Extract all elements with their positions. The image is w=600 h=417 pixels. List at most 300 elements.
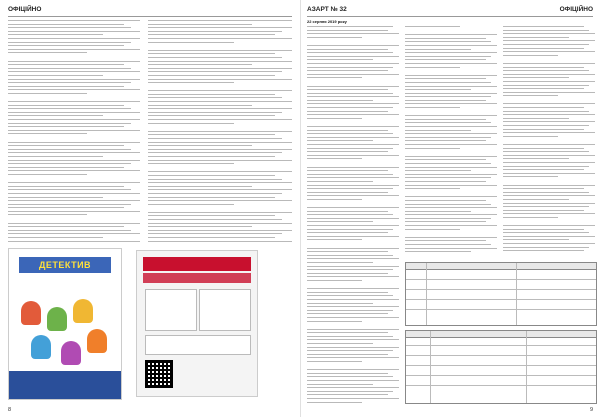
text-line — [148, 175, 275, 176]
text-line — [405, 229, 460, 230]
text-line — [405, 38, 486, 39]
character-figure — [61, 341, 81, 365]
text-line — [405, 200, 486, 201]
text-line — [503, 185, 595, 186]
text-line — [307, 103, 399, 104]
text-line — [307, 130, 388, 131]
text-line — [148, 101, 292, 102]
text-line — [148, 97, 282, 98]
text-line — [405, 137, 491, 138]
text-line — [503, 55, 558, 56]
text-line — [8, 20, 140, 21]
text-line — [307, 303, 373, 304]
text-line — [8, 230, 131, 231]
text-line — [503, 243, 595, 244]
text-line — [503, 166, 589, 167]
text-line — [307, 373, 388, 374]
text-line — [405, 196, 497, 197]
right-text-column-1 — [307, 26, 399, 406]
text-line — [307, 317, 399, 318]
text-line — [307, 155, 399, 156]
text-line — [307, 239, 362, 240]
poster-title: ДЕТЕКТИВ — [19, 257, 111, 273]
text-line — [8, 211, 140, 212]
text-line — [307, 89, 388, 90]
text-line — [405, 30, 497, 32]
text-line — [307, 391, 393, 392]
table-row — [406, 385, 596, 386]
text-line — [503, 155, 595, 156]
text-line — [503, 30, 589, 31]
text-line — [8, 119, 140, 120]
text-line — [8, 45, 124, 46]
text-line — [148, 142, 292, 143]
text-line — [307, 111, 388, 112]
text-line — [405, 115, 497, 116]
text-line — [307, 45, 399, 46]
text-line — [503, 95, 558, 96]
text-line — [405, 248, 497, 249]
text-line — [307, 405, 399, 406]
text-line — [148, 42, 234, 43]
text-line — [307, 137, 399, 138]
text-line — [307, 236, 399, 237]
text-line — [503, 74, 595, 75]
text-line — [405, 185, 497, 186]
text-line — [8, 237, 103, 238]
text-line — [148, 90, 292, 91]
text-line — [307, 199, 362, 200]
text-line — [148, 27, 292, 28]
text-line — [307, 126, 399, 127]
text-line — [8, 149, 131, 150]
text-line — [405, 130, 471, 131]
poster-image-box — [199, 289, 251, 331]
text-line — [307, 398, 399, 399]
text-line — [405, 174, 497, 175]
text-line — [148, 123, 234, 124]
text-line — [8, 174, 87, 175]
left-header-rule — [8, 16, 292, 17]
text-line — [503, 33, 595, 34]
text-line — [8, 123, 131, 124]
text-line — [503, 206, 589, 207]
text-line — [148, 186, 252, 187]
text-line — [307, 262, 373, 263]
text-line — [8, 68, 131, 69]
text-line — [307, 96, 399, 97]
text-line — [148, 105, 252, 106]
right-page-header: ОФІЦІЙНО — [559, 6, 593, 13]
text-line — [307, 225, 399, 226]
text-line — [148, 31, 282, 32]
text-line — [8, 152, 140, 153]
text-line — [148, 197, 275, 198]
text-line — [148, 200, 292, 201]
text-line — [307, 324, 399, 326]
right-page — [300, 0, 600, 417]
right-text-lines-1 — [307, 26, 399, 406]
text-line — [307, 211, 388, 212]
text-line — [307, 33, 399, 34]
left-page-header: ОФІЦІЙНО — [8, 6, 42, 13]
text-line — [307, 292, 388, 293]
text-line — [503, 77, 569, 78]
text-line — [405, 225, 497, 226]
text-line — [503, 67, 584, 68]
text-line — [307, 306, 399, 307]
text-line — [8, 108, 131, 109]
text-line — [503, 63, 595, 64]
left-text-lines-2 — [148, 20, 292, 242]
text-line — [8, 167, 124, 168]
text-line — [307, 313, 388, 314]
text-line — [503, 111, 589, 112]
text-line — [503, 220, 595, 222]
text-line — [307, 170, 388, 171]
text-line — [148, 68, 292, 69]
text-line — [307, 174, 393, 175]
text-line — [8, 223, 140, 224]
text-line — [148, 237, 275, 238]
right-text-column-3 — [503, 26, 595, 254]
text-line — [148, 171, 292, 172]
text-line — [405, 52, 497, 53]
text-line — [405, 103, 497, 104]
text-line — [8, 86, 124, 87]
text-line — [503, 195, 595, 196]
text-line — [503, 213, 595, 214]
text-line — [148, 145, 252, 146]
text-line — [148, 149, 292, 150]
text-line — [307, 30, 388, 31]
text-line — [8, 233, 140, 234]
text-line — [307, 255, 393, 256]
text-line — [405, 93, 497, 94]
text-line — [8, 160, 140, 161]
text-line — [503, 103, 595, 104]
text-line — [405, 96, 491, 97]
text-line — [405, 70, 497, 72]
text-line — [405, 188, 460, 189]
text-line — [503, 136, 558, 137]
text-line — [148, 219, 282, 220]
text-line — [307, 74, 399, 75]
text-line — [8, 115, 103, 116]
text-line — [148, 119, 292, 120]
text-line — [8, 130, 140, 131]
text-line — [148, 131, 292, 132]
text-line — [8, 56, 140, 58]
text-line — [405, 133, 497, 134]
text-line — [503, 148, 584, 149]
table-row — [406, 279, 596, 280]
text-line — [503, 236, 595, 237]
text-line — [503, 203, 595, 204]
text-line — [148, 215, 275, 216]
text-line — [307, 310, 393, 311]
text-line — [307, 269, 393, 270]
text-line — [307, 243, 399, 245]
text-line — [307, 384, 373, 385]
text-line — [307, 203, 399, 205]
text-line — [148, 24, 252, 25]
text-line — [307, 151, 388, 152]
text-line — [307, 114, 399, 115]
character-figure — [31, 335, 51, 359]
text-line — [8, 34, 103, 35]
text-line — [307, 185, 399, 186]
text-line — [8, 200, 140, 201]
qr-code-icon — [145, 360, 173, 388]
text-line — [8, 101, 140, 102]
text-line — [405, 107, 460, 108]
text-line — [148, 57, 282, 58]
text-line — [405, 111, 497, 113]
text-line — [405, 78, 486, 79]
text-line — [307, 118, 362, 119]
text-line — [405, 86, 497, 87]
text-line — [307, 369, 399, 370]
text-line — [8, 218, 140, 220]
text-line — [503, 85, 589, 86]
text-line — [405, 45, 497, 46]
text-line — [8, 75, 103, 76]
text-line — [503, 121, 595, 122]
text-line — [307, 295, 393, 296]
text-line — [8, 112, 140, 113]
text-line — [307, 299, 399, 300]
text-line — [8, 96, 140, 98]
text-line — [307, 192, 388, 193]
text-line — [307, 347, 399, 348]
text-line — [148, 189, 292, 190]
text-line — [405, 41, 491, 42]
text-line — [307, 26, 393, 27]
text-line — [405, 126, 497, 127]
text-line — [307, 140, 373, 141]
left-text-lines-1 — [8, 20, 140, 242]
text-line — [8, 31, 140, 32]
text-line — [307, 177, 399, 178]
text-line — [148, 156, 275, 157]
text-line — [307, 361, 362, 362]
text-line — [8, 241, 140, 242]
text-line — [405, 140, 486, 141]
text-line — [307, 357, 399, 358]
text-line — [405, 56, 491, 57]
text-line — [503, 229, 584, 230]
text-line — [405, 144, 497, 145]
text-line — [148, 79, 292, 80]
text-line — [307, 350, 393, 351]
text-line — [503, 169, 584, 170]
text-line — [307, 167, 399, 168]
text-line — [148, 50, 292, 51]
text-line — [307, 339, 399, 340]
text-line — [8, 79, 140, 80]
text-line — [8, 61, 140, 62]
text-line — [8, 170, 140, 171]
text-line — [307, 221, 373, 222]
left-page-number: 8 — [8, 407, 12, 413]
table-col-divider — [426, 263, 427, 325]
text-line — [148, 193, 282, 194]
table-row — [406, 299, 596, 300]
text-line — [503, 129, 584, 130]
poster-lottery-rules — [136, 250, 258, 397]
right-text-lines-3 — [503, 26, 595, 254]
text-line — [503, 162, 595, 163]
text-line — [8, 52, 87, 53]
text-line — [307, 251, 388, 252]
right-header-rule — [307, 16, 593, 17]
text-line — [148, 152, 282, 153]
text-line — [8, 27, 131, 28]
text-line — [8, 64, 124, 65]
right-text-lines-2 — [405, 26, 497, 254]
text-line — [503, 81, 595, 82]
text-line — [503, 92, 595, 93]
text-line — [148, 226, 252, 227]
text-line — [405, 237, 497, 238]
text-line — [307, 365, 399, 367]
text-line — [503, 99, 595, 101]
text-line — [307, 70, 388, 71]
text-line — [405, 204, 491, 205]
text-line — [307, 121, 399, 123]
text-line — [503, 199, 569, 200]
text-line — [503, 144, 595, 145]
text-line — [8, 126, 124, 127]
poster-red-banner — [143, 257, 251, 271]
text-line — [503, 188, 584, 189]
form-table-2 — [405, 330, 597, 404]
text-line — [307, 248, 399, 249]
text-line — [405, 119, 486, 120]
text-line — [307, 402, 362, 403]
text-line — [307, 321, 362, 322]
table-row — [406, 345, 596, 346]
text-line — [405, 170, 471, 171]
text-line — [405, 240, 486, 241]
text-line — [405, 207, 497, 208]
text-line — [307, 148, 393, 149]
text-line — [8, 24, 124, 25]
text-line — [148, 223, 292, 224]
right-text-column-2 — [405, 26, 497, 254]
text-line — [307, 63, 399, 64]
text-line — [8, 189, 131, 190]
text-line — [503, 114, 595, 115]
text-line — [503, 247, 589, 248]
text-line — [307, 276, 399, 277]
text-line — [8, 207, 124, 208]
text-line — [307, 343, 373, 344]
form-table-1 — [405, 262, 597, 326]
text-line — [405, 181, 486, 182]
text-line — [405, 148, 460, 149]
text-line — [307, 56, 399, 57]
text-line — [405, 26, 460, 27]
text-line — [8, 226, 124, 227]
poster-red-subbanner — [143, 273, 251, 283]
text-line — [503, 151, 589, 152]
text-line — [307, 394, 388, 395]
text-line — [148, 71, 282, 72]
table-row — [406, 375, 596, 376]
text-line — [8, 137, 140, 139]
text-line — [148, 53, 275, 54]
table-row — [406, 309, 596, 310]
text-line — [405, 218, 491, 219]
text-line — [503, 37, 569, 38]
text-line — [307, 86, 399, 87]
text-line — [148, 34, 275, 35]
text-line — [148, 241, 292, 242]
text-line — [307, 100, 373, 101]
text-line — [148, 126, 292, 128]
text-line — [503, 26, 584, 27]
text-line — [405, 63, 497, 64]
left-text-column-2 — [148, 20, 292, 242]
text-line — [8, 178, 140, 180]
text-line — [307, 181, 373, 182]
text-line — [307, 232, 388, 233]
text-line — [503, 70, 589, 71]
text-line — [148, 64, 252, 65]
text-line — [8, 38, 140, 39]
text-line — [307, 280, 362, 281]
text-line — [503, 107, 584, 108]
text-line — [405, 100, 486, 101]
text-line — [503, 239, 569, 240]
text-line — [503, 180, 595, 182]
text-line — [503, 158, 569, 159]
text-line — [503, 232, 589, 233]
text-line — [503, 173, 595, 174]
text-line — [307, 52, 393, 53]
text-line — [503, 44, 589, 45]
text-line — [405, 221, 486, 222]
text-line — [405, 59, 486, 60]
text-line — [148, 75, 275, 76]
text-line — [148, 163, 234, 164]
text-line — [307, 329, 399, 330]
text-line — [307, 40, 399, 42]
text-line — [503, 48, 584, 49]
text-line — [307, 284, 399, 286]
text-line — [307, 188, 393, 189]
table-row — [406, 355, 596, 356]
text-line — [405, 211, 471, 212]
text-line — [8, 156, 103, 157]
text-line — [503, 40, 595, 41]
text-line — [503, 51, 595, 52]
text-line — [405, 82, 491, 83]
text-line — [405, 159, 486, 160]
text-line — [307, 218, 399, 219]
character-figure — [21, 301, 41, 325]
text-line — [405, 67, 460, 68]
text-line — [148, 112, 282, 113]
text-line — [307, 195, 399, 196]
text-line — [503, 58, 595, 60]
text-line — [8, 89, 140, 90]
text-line — [405, 156, 497, 157]
text-line — [307, 332, 388, 333]
text-line — [307, 229, 393, 230]
